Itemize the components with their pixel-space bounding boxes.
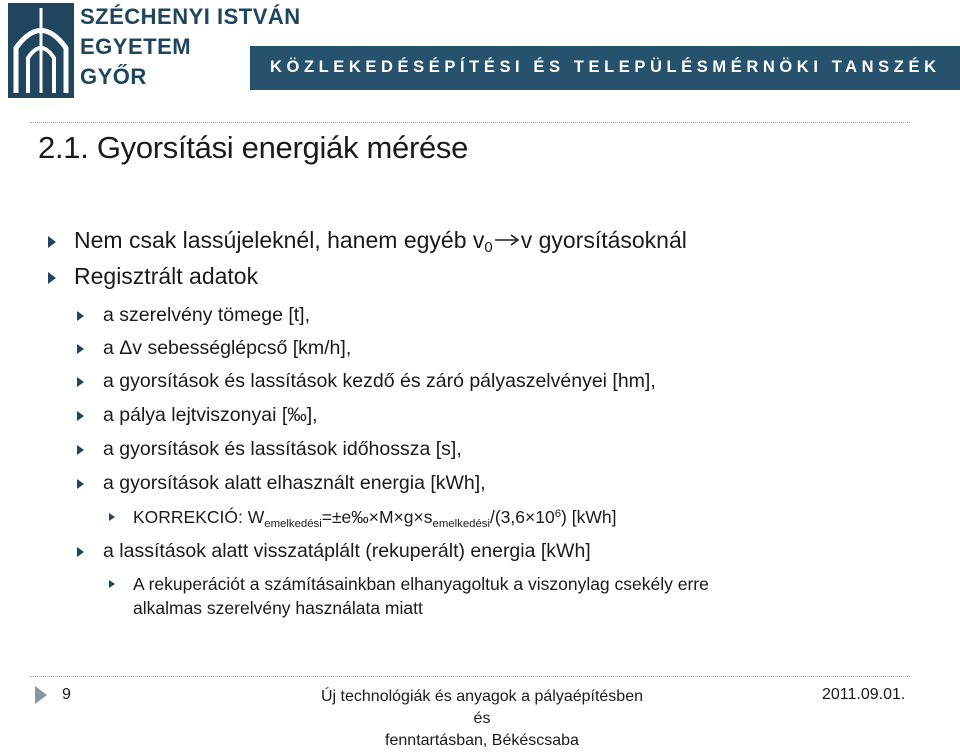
footer-date: 2011.09.01. (822, 686, 906, 703)
bullet-subitem: a Δv sebességlépcső [km/h], (103, 337, 352, 359)
bullet-subitem: a gyorsítások alatt elhasznált energia [kWh], (103, 472, 486, 494)
bullet-subitem: a szerelvény tömege [t], (103, 304, 311, 326)
title-divider (30, 122, 910, 123)
page-number: 9 (62, 686, 71, 703)
correction-formula: KORREKCIÓ: $W_{emelkedési}=\pm e‰\times M\times g\times s_{emelkedési}/(3,6\times 10^6)$ [kWh] (133, 507, 617, 530)
bullet-arrow-icon (109, 513, 115, 521)
slide-title: 2.1. Gyorsítási energiák mérése (38, 130, 469, 165)
bullet-arrow-icon (77, 377, 84, 387)
footer-arrow-icon (35, 686, 47, 704)
bullet-subitem: a gyorsítások és lassítások kezdő és záró pályaszelvényei [hm], (103, 370, 656, 392)
bullet-arrow-icon (77, 344, 84, 354)
university-logo-icon (8, 3, 74, 98)
bullet-subitem: a pálya lejtviszonyai [‰], (103, 404, 318, 426)
bullet-arrow-icon (77, 547, 84, 557)
department-name: KÖZLEKEDÉSÉPÍTÉSI ÉS TELEPÜLÉSMÉRNÖKI TANSZÉK (270, 58, 941, 76)
slide-header (0, 0, 960, 100)
footer-divider (30, 676, 910, 677)
bullet-subitem: a gyorsítások és lassítások időhossza [s], (103, 438, 462, 460)
university-name: SZÉCHENYI ISTVÁN EGYETEM GYŐR (80, 4, 301, 89)
footer-event: Új technológiák és anyagok a pályaépítésben és fenntartásban, Békéscsaba (321, 688, 643, 749)
bullet-item: Regisztrált adatok (74, 263, 259, 289)
bullet-arrow-icon (77, 411, 84, 421)
bullet-item: Nem csak lassújeleknél, hanem egyéb $v_0$ v gyorsításoknál (74, 227, 687, 256)
bullet-arrow-icon (77, 445, 84, 455)
bullet-arrow-icon (48, 272, 56, 284)
right-arrow-icon (494, 233, 520, 247)
bullet-subitem: a lassítások alatt visszatáplált (rekuperált) energia [kWh] (103, 540, 591, 562)
bullet-arrow-icon (109, 580, 115, 588)
bullet-arrow-icon (77, 479, 84, 489)
bullet-arrow-icon (77, 311, 84, 321)
bullet-arrow-icon (48, 236, 56, 248)
recuperation-note-line: alkalmas szerelvény használata miatt (133, 598, 423, 618)
recuperation-note-line: A rekuperációt a számításainkban elhanyagoltuk a viszonylag csekély erre (133, 574, 709, 594)
